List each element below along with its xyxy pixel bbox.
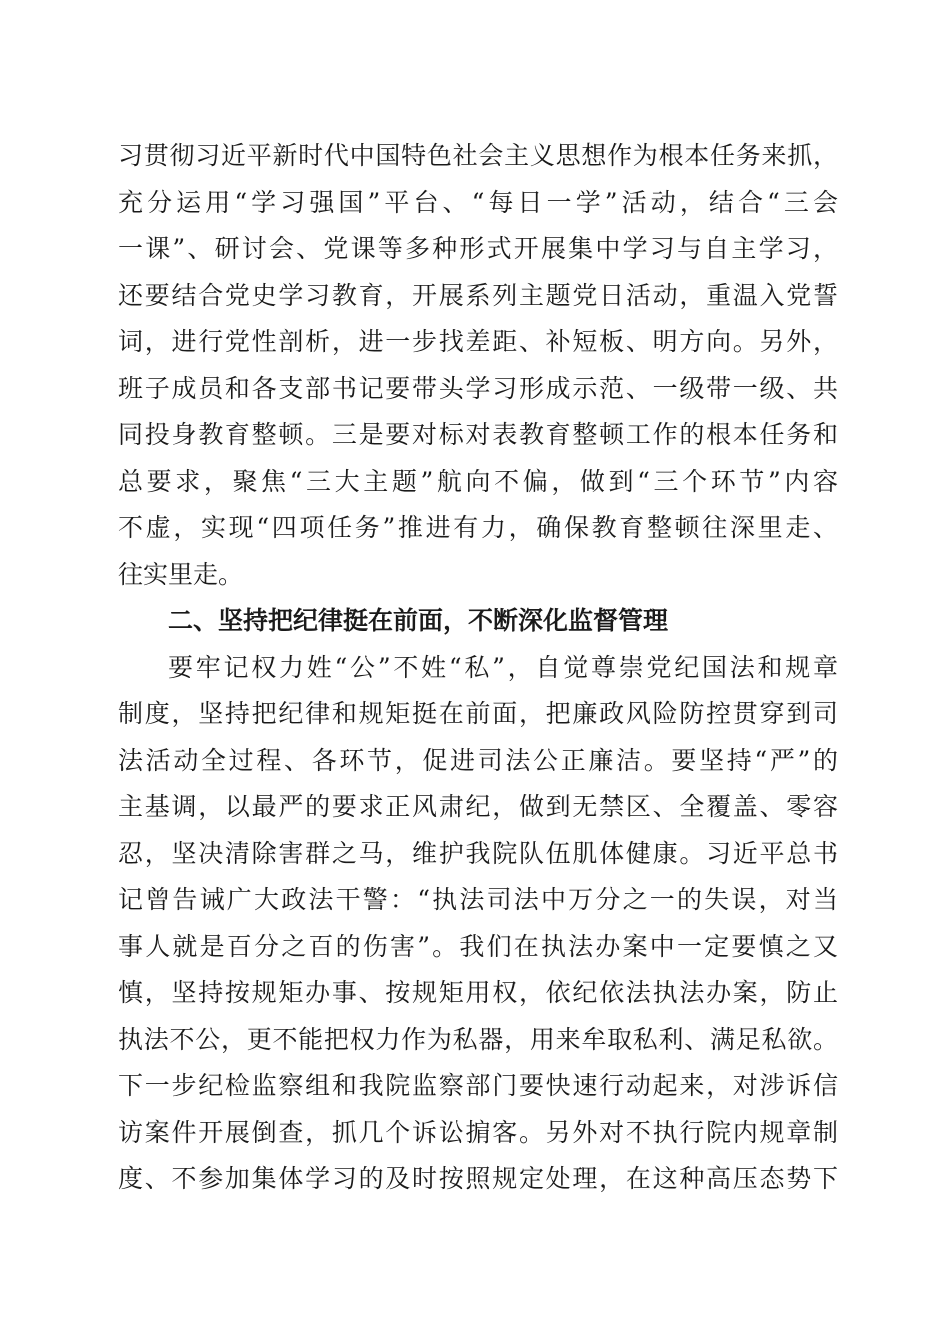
- text-line: 事人就是百分之百的伤害”。我们在执法办案中一定要慎之又: [118, 931, 838, 961]
- text-line: 法活动全过程、各环节，促进司法公正廉洁。要坚持“严”的: [118, 745, 838, 775]
- text-line: 记曾告诫广大政法干警：“执法司法中万分之一的失误，对当: [118, 885, 838, 914]
- text-line: 总要求，聚焦“三大主题”航向不偏，做到“三个环节”内容: [118, 466, 838, 496]
- text-line: 往实里走。: [118, 559, 244, 589]
- text-line: 还要结合党史学习教育，开展系列主题党日活动，重温入党誓: [118, 280, 838, 310]
- text-line: 执法不公，更不能把权力作为私器，用来牟取私利、满足私欲。: [118, 1024, 838, 1054]
- text-line: 度、不参加集体学习的及时按照规定处理，在这种高压态势下: [118, 1164, 838, 1193]
- text-line: 充分运用“学习强国”平台、“每日一学”活动，结合“三会: [118, 187, 838, 217]
- text-line: 要牢记权力姓“公”不姓“私”，自觉尊崇党纪国法和规章: [168, 652, 838, 682]
- paragraph-study: [118, 133, 838, 598]
- text-line: 下一步纪检监察组和我院监察部门要快速行动起来，对涉诉信: [118, 1071, 838, 1100]
- section-heading: 二、坚持把纪律挺在前面，不断深化监督管理: [168, 606, 669, 635]
- paragraph-discipline: [118, 645, 838, 1203]
- text-line: 忍，坚决清除害群之马，维护我院队伍肌体健康。习近平总书: [118, 838, 838, 868]
- text-line: 习贯彻习近平新时代中国特色社会主义思想作为根本任务来抓，: [118, 141, 838, 170]
- text-line: 同投身教育整顿。三是要对标对表教育整顿工作的根本任务和: [118, 420, 838, 449]
- text-line: 制度，坚持把纪律和规矩挺在前面，把廉政风险防控贯穿到司: [118, 699, 838, 728]
- text-line: 主基调，以最严的要求正风肃纪，做到无禁区、全覆盖、零容: [118, 792, 838, 821]
- text-line: 访案件开展倒查，抓几个诉讼掮客。另外对不执行院内规章制: [118, 1117, 838, 1147]
- text-line: 班子成员和各支部书记要带头学习形成示范、一级带一级、共: [118, 373, 838, 403]
- text-line: 词，进行党性剖析，进一步找差距、补短板、明方向。另外，: [118, 327, 838, 356]
- text-line: 不虚，实现“四项任务”推进有力，确保教育整顿往深里走、: [118, 513, 838, 542]
- text-line: 慎，坚持按规矩办事、按规矩用权，依纪依法执法办案，防止: [118, 978, 838, 1007]
- text-line: 一课”、研讨会、党课等多种形式开展集中学习与自主学习，: [118, 234, 838, 263]
- document-body: [118, 133, 838, 1203]
